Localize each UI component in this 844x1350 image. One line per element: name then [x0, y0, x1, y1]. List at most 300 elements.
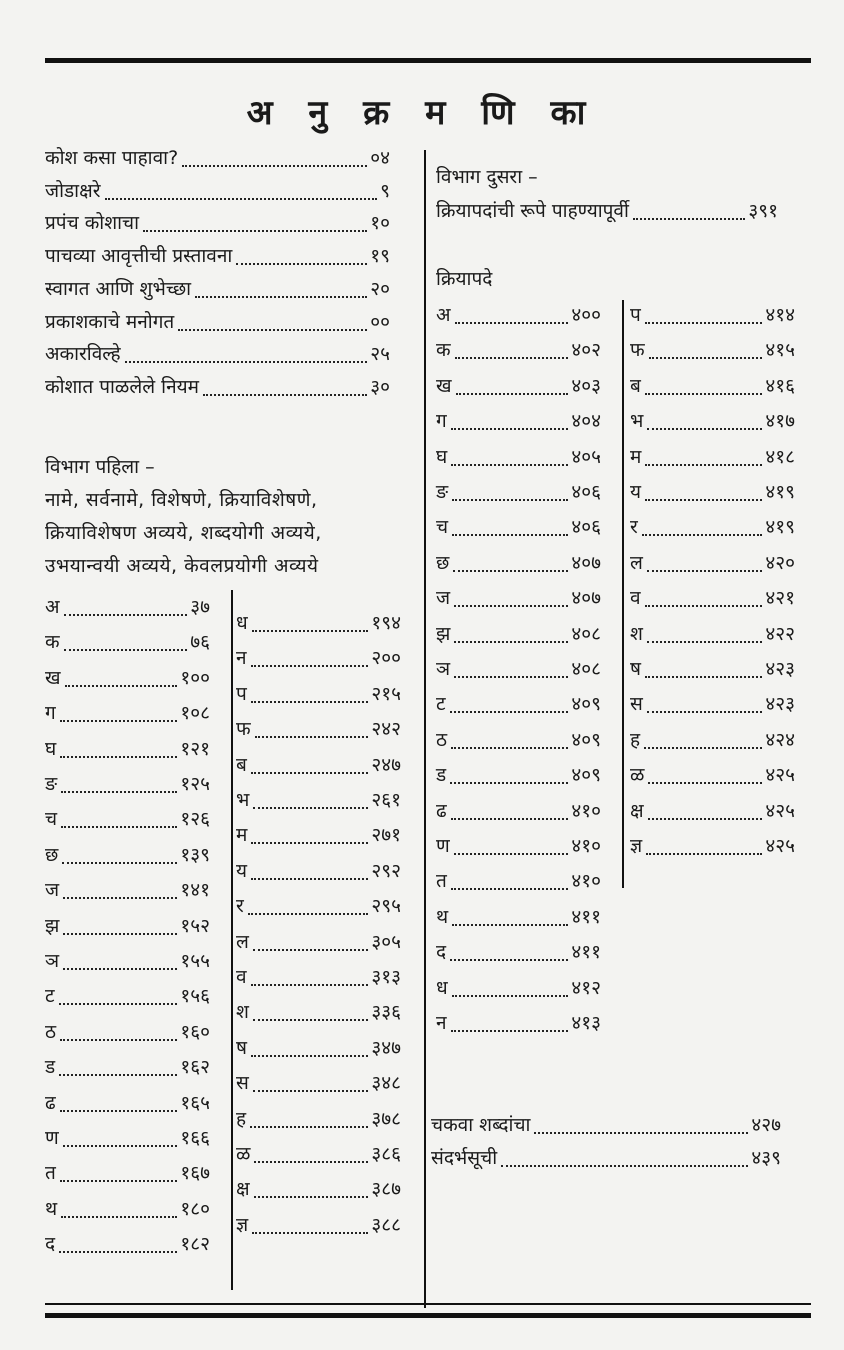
- letter-entry: [436, 902, 601, 932]
- dot-leader: [236, 263, 367, 265]
- letter-entry-page: ४२२: [765, 622, 795, 645]
- letter-entry: [630, 548, 795, 578]
- letter-entry: [630, 831, 795, 861]
- letter-entry: [45, 1158, 210, 1188]
- letter-entry-label: थ: [45, 1197, 58, 1220]
- letter-entry-label: ण: [45, 1127, 59, 1149]
- letter-entry-label: ञ: [45, 950, 60, 972]
- end-entry-label: संदर्भसूची: [431, 1147, 498, 1169]
- dot-leader: [452, 924, 568, 926]
- main-column-divider: [424, 150, 426, 1308]
- dot-leader: [59, 1074, 177, 1076]
- dot-leader: [62, 862, 177, 864]
- dot-leader: [248, 913, 369, 915]
- letter-entry: [236, 1174, 401, 1204]
- letter-entry: [45, 1229, 210, 1259]
- letter-entry-page: ४१०: [571, 835, 601, 857]
- letter-entry: [45, 1017, 210, 1047]
- letter-entry-label: ल: [236, 930, 249, 953]
- top-rule: [45, 58, 811, 63]
- letter-entry-page: ३४७: [371, 1036, 401, 1059]
- letter-entry-page: ४०८: [571, 658, 601, 680]
- dot-leader: [452, 499, 568, 501]
- dot-leader: [195, 296, 367, 298]
- letter-entry: [436, 937, 601, 967]
- front-entry: [45, 307, 390, 337]
- letter-entry-label: भ: [236, 789, 250, 811]
- front-entry-label: प्रकाशकाचे मनोगत: [45, 310, 175, 333]
- letter-entry-page: १८०: [180, 1197, 210, 1220]
- letter-entry-label: प: [236, 682, 247, 705]
- letter-entry-page: १२६: [180, 808, 210, 831]
- dot-leader: [251, 1055, 368, 1057]
- letter-entry: [436, 300, 601, 330]
- front-entry: [45, 176, 390, 206]
- dot-leader: [125, 361, 368, 363]
- letter-entry: [630, 760, 795, 790]
- end-entry-page: ४२७: [751, 1114, 781, 1136]
- section1-column-divider: [231, 590, 233, 1290]
- section2-heading: विभाग दुसरा –: [436, 166, 538, 188]
- dot-leader: [60, 756, 177, 758]
- dot-leader: [253, 1019, 368, 1021]
- dot-leader: [647, 641, 762, 643]
- letter-entry-label: ज: [436, 587, 451, 610]
- letter-entry-page: ४०६: [571, 516, 601, 539]
- dot-leader: [60, 1180, 178, 1182]
- letter-entry-page: ४२४: [765, 728, 795, 751]
- letter-entry-label: ज्ञ: [630, 835, 643, 857]
- letter-entry-page: ३०५: [371, 930, 401, 953]
- letter-entry: [630, 512, 795, 542]
- dot-leader: [450, 959, 568, 961]
- letter-entry: [45, 875, 210, 905]
- letter-entry-label: त: [436, 870, 447, 893]
- letter-entry-page: १६२: [180, 1056, 210, 1079]
- dot-leader: [451, 1030, 569, 1032]
- letter-entry: [45, 1052, 210, 1082]
- dot-leader: [647, 570, 762, 572]
- front-entry-label: क्रियापदांची रूपे पाहण्यापूर्वी: [436, 200, 629, 222]
- letter-entry-page: ४१५: [765, 339, 795, 362]
- letter-entry-page: २१५: [371, 682, 401, 705]
- end-entry-page: ४३९: [751, 1147, 781, 1169]
- letter-entry: [436, 654, 601, 684]
- dot-leader: [501, 1165, 748, 1167]
- letter-entry: [45, 840, 210, 870]
- dot-leader: [59, 1251, 177, 1253]
- letter-entry-label: क्ष: [630, 799, 644, 822]
- letter-entry: [236, 820, 401, 850]
- letter-entry-label: श: [630, 622, 643, 645]
- dot-leader: [60, 1039, 177, 1041]
- letter-entry-page: ४०७: [571, 587, 601, 610]
- letter-entry: [236, 1033, 401, 1063]
- letter-entry: [436, 477, 601, 507]
- bottom-rule-thin: [45, 1303, 811, 1305]
- dot-leader: [648, 782, 762, 784]
- letter-entry-page: ४१९: [765, 481, 795, 503]
- dot-leader: [60, 1110, 178, 1112]
- letter-entry-page: १६६: [180, 1127, 210, 1149]
- end-entry: [431, 1143, 781, 1173]
- dot-leader: [61, 791, 177, 793]
- letter-entry-page: २९५: [371, 895, 401, 918]
- letter-entry-page: ४२५: [765, 764, 795, 787]
- dot-leader: [60, 720, 178, 722]
- letter-entry: [630, 725, 795, 755]
- letter-entry-label: ङ: [45, 773, 58, 795]
- letter-entry-label: व: [630, 587, 641, 610]
- letter-entry-label: द: [45, 1233, 56, 1256]
- letter-entry: [436, 866, 601, 896]
- letter-entry-label: ळ: [630, 764, 645, 787]
- letter-entry: [45, 1088, 210, 1118]
- dot-leader: [644, 747, 762, 749]
- letter-entry-page: ४१०: [571, 799, 601, 822]
- letter-entry-page: २००: [371, 647, 401, 670]
- letter-entry-label: श: [236, 1001, 249, 1024]
- letter-entry-page: २४७: [371, 753, 401, 776]
- section2-column-divider: [622, 300, 624, 888]
- dot-leader: [646, 853, 762, 855]
- letter-entry-label: ट: [436, 693, 446, 716]
- letter-entry: [436, 512, 601, 542]
- letter-entry-label: ष: [236, 1036, 247, 1059]
- letter-entry-label: ह: [630, 728, 641, 751]
- letter-entry: [236, 856, 401, 886]
- letter-entry: [236, 891, 401, 921]
- letter-entry-label: त: [45, 1162, 56, 1185]
- letter-entry-label: झ: [45, 914, 60, 937]
- front-entry-label: स्वागत आणि शुभेच्छा: [45, 277, 192, 300]
- letter-entry-label: ड: [436, 764, 447, 787]
- dot-leader: [251, 984, 369, 986]
- letter-entry-page: १६०: [180, 1020, 210, 1043]
- dot-leader: [253, 807, 368, 809]
- letter-entry-page: ४२०: [765, 551, 795, 574]
- letter-entry-label: फ: [236, 718, 251, 741]
- dot-leader: [645, 676, 762, 678]
- dot-leader: [452, 995, 569, 997]
- letter-entry: [630, 335, 795, 365]
- letter-entry-page: २९२: [371, 859, 401, 882]
- letter-entry-page: ४०९: [571, 728, 601, 751]
- dot-leader: [455, 322, 569, 324]
- letter-entry-page: ४०३: [571, 374, 601, 397]
- letter-entry-page: ३७: [190, 596, 210, 618]
- letter-entry: [436, 760, 601, 790]
- dot-leader: [143, 230, 367, 232]
- letter-entry-page: १९४: [371, 612, 401, 634]
- letter-entry: [45, 627, 210, 657]
- letter-entry-page: ४१४: [765, 304, 795, 326]
- dot-leader: [255, 736, 369, 738]
- letter-entry-page: ४१६: [765, 374, 795, 397]
- letter-entry-label: स: [236, 1072, 249, 1095]
- letter-entry-page: ४०४: [571, 410, 601, 433]
- letter-entry: [236, 1068, 401, 1098]
- letter-entry: [236, 714, 401, 744]
- letter-entry-label: ज: [45, 879, 60, 902]
- dot-leader: [645, 464, 762, 466]
- letter-entry: [436, 583, 601, 613]
- letter-entry: [236, 785, 401, 815]
- dot-leader: [251, 701, 369, 703]
- front-entry-page: २०: [370, 277, 390, 300]
- letter-entry-label: फ: [630, 339, 645, 362]
- dot-leader: [203, 394, 367, 396]
- letter-entry-label: ठ: [436, 728, 448, 751]
- front-entry: [45, 143, 390, 173]
- letter-entry-page: १५२: [180, 914, 210, 937]
- dot-leader: [455, 357, 569, 359]
- front-entry-page: ९: [380, 179, 390, 202]
- letter-entry-page: ४१३: [571, 1012, 601, 1034]
- letter-entry: [436, 406, 601, 436]
- letter-entry: [436, 973, 601, 1003]
- dot-leader: [642, 534, 763, 536]
- dot-leader: [63, 1145, 178, 1147]
- dot-leader: [64, 614, 188, 616]
- dot-leader: [645, 322, 763, 324]
- letter-entry: [436, 796, 601, 826]
- dot-leader: [451, 428, 569, 430]
- letter-entry-label: ष: [630, 658, 641, 680]
- dot-leader: [450, 711, 569, 713]
- letter-entry: [436, 725, 601, 755]
- front-entry-label: अकारविल्हे: [45, 343, 121, 366]
- letter-entry-label: च: [436, 516, 449, 539]
- dot-leader: [454, 605, 568, 607]
- letter-entry-page: २६१: [371, 789, 401, 811]
- letter-entry-page: ३८८: [371, 1213, 401, 1236]
- letter-entry-page: ४२५: [765, 835, 795, 857]
- letter-entry-label: ख: [45, 666, 61, 689]
- letter-entry: [45, 1194, 210, 1224]
- letter-entry: [236, 962, 401, 992]
- letter-entry-page: ४०७: [571, 551, 601, 574]
- letter-entry: [236, 927, 401, 957]
- letter-entry-label: ध: [236, 612, 248, 634]
- front-entry-label: कोशात पाळलेले नियम: [45, 375, 200, 398]
- front-entry: [45, 274, 390, 304]
- dot-leader: [252, 630, 369, 632]
- letter-entry: [45, 734, 210, 764]
- letter-entry-label: ब: [630, 374, 641, 397]
- letter-entry: [630, 654, 795, 684]
- dot-leader: [454, 641, 568, 643]
- letter-entry-label: ग: [45, 702, 56, 725]
- dot-leader: [647, 428, 762, 430]
- letter-entry-label: अ: [436, 304, 451, 326]
- letter-entry-label: छ: [45, 843, 59, 866]
- front-entry: [45, 339, 390, 369]
- letter-entry-page: १००: [180, 666, 210, 689]
- letter-entry: [45, 592, 210, 622]
- dot-leader: [254, 1196, 369, 1198]
- front-entry-label: प्रपंच कोशाचा: [45, 212, 140, 235]
- letter-entry-page: ४११: [571, 905, 601, 928]
- letter-entry-page: ३८६: [371, 1143, 401, 1165]
- letter-entry-page: १३९: [180, 843, 210, 866]
- section1-description-line: नामे, सर्वनामे, विशेषणे, क्रियाविशेषणे,: [45, 489, 318, 511]
- dot-leader: [454, 853, 569, 855]
- letter-entry-label: द: [436, 941, 447, 964]
- letter-entry: [436, 442, 601, 472]
- letter-entry: [436, 831, 601, 861]
- letter-entry-label: ल: [630, 551, 643, 574]
- dot-leader: [64, 649, 188, 651]
- front-entry-page: ००: [370, 310, 390, 333]
- letter-entry-page: ४११: [571, 941, 601, 964]
- letter-entry-page: ३८७: [371, 1178, 401, 1201]
- dot-leader: [450, 782, 568, 784]
- letter-entry: [45, 981, 210, 1011]
- letter-entry-label: ण: [436, 835, 450, 857]
- dot-leader: [645, 605, 763, 607]
- letter-entry-page: ४२१: [765, 587, 795, 610]
- letter-entry-label: ह: [236, 1107, 247, 1130]
- letter-entry-label: व: [236, 966, 247, 988]
- letter-entry-label: म: [630, 445, 642, 468]
- letter-entry-label: ब: [236, 753, 247, 776]
- dot-leader: [251, 842, 368, 844]
- letter-entry: [236, 997, 401, 1027]
- dot-leader: [456, 393, 569, 395]
- dot-leader: [251, 665, 369, 667]
- letter-entry: [236, 643, 401, 673]
- dot-leader: [253, 949, 368, 951]
- dot-leader: [647, 711, 763, 713]
- dot-leader: [645, 499, 762, 501]
- letter-entry: [45, 1123, 210, 1153]
- dot-leader: [452, 534, 568, 536]
- letter-entry-page: ४०६: [571, 481, 601, 503]
- letter-entry: [436, 1008, 601, 1038]
- dot-leader: [61, 1216, 177, 1218]
- letter-entry-page: १४१: [180, 879, 210, 902]
- letter-entry-page: १०८: [180, 702, 210, 725]
- letter-entry-label: ख: [436, 374, 452, 397]
- letter-entry-page: ४२५: [765, 799, 795, 822]
- letter-entry: [630, 796, 795, 826]
- dot-leader: [63, 968, 177, 970]
- dot-leader: [454, 676, 568, 678]
- section1-description-line: उभयान्वयी अव्यये, केवलप्रयोगी अव्यये: [45, 555, 319, 577]
- letter-entry: [45, 946, 210, 976]
- letter-entry-label: झ: [436, 622, 451, 645]
- letter-entry: [45, 663, 210, 693]
- front-entry-label: पाचव्या आवृत्तीची प्रस्तावना: [45, 245, 233, 268]
- letter-entry-label: न: [436, 1012, 447, 1034]
- letter-entry-page: १५६: [180, 985, 210, 1008]
- front-entry-label: कोश कसा पाहावा?: [45, 147, 179, 169]
- letter-entry-page: ४१९: [765, 516, 795, 539]
- letter-entry-page: ४०५: [571, 445, 601, 468]
- letter-entry-page: ४२३: [765, 658, 795, 680]
- letter-entry-label: अ: [45, 596, 60, 618]
- letter-entry-label: प: [630, 304, 641, 326]
- front-entry: [45, 241, 390, 271]
- front-entry: [45, 208, 390, 238]
- letter-entry-label: य: [236, 859, 248, 882]
- letter-entry-page: ४१०: [571, 870, 601, 893]
- front-entry-page: ३९१: [748, 200, 778, 222]
- dot-leader: [453, 570, 568, 572]
- letter-entry-page: २४२: [371, 718, 401, 741]
- letter-entry-page: १२१: [180, 737, 210, 760]
- letter-entry-page: ४०९: [571, 764, 601, 787]
- letter-entry-label: ट: [45, 985, 55, 1008]
- dot-leader: [253, 1090, 369, 1092]
- section1-description-line: क्रियाविशेषण अव्यये, शब्दयोगी अव्यये,: [45, 522, 322, 544]
- dot-leader: [59, 1003, 178, 1005]
- dot-leader: [451, 747, 568, 749]
- dot-leader: [65, 685, 178, 687]
- letter-entry-label: थ: [436, 905, 449, 928]
- dot-leader: [105, 198, 378, 200]
- letter-entry: [630, 406, 795, 436]
- letter-entry-label: ढ: [436, 799, 447, 822]
- dot-leader: [182, 165, 367, 167]
- letter-entry-label: ध: [436, 976, 448, 999]
- letter-entry-label: म: [236, 824, 248, 847]
- letter-entry: [236, 750, 401, 780]
- letter-entry-label: घ: [45, 737, 57, 760]
- dot-leader: [633, 218, 745, 220]
- letter-entry-page: ३३६: [371, 1001, 401, 1024]
- front-entry-page: ०४: [370, 147, 390, 169]
- letter-entry-page: ४०८: [571, 622, 601, 645]
- dot-leader: [451, 464, 568, 466]
- letter-entry-label: ङ: [436, 481, 449, 503]
- letter-entry: [236, 1104, 401, 1134]
- letter-entry-label: भ: [630, 410, 644, 433]
- letter-entry: [630, 689, 795, 719]
- section1-heading: विभाग पहिला –: [45, 456, 155, 478]
- letter-entry: [630, 300, 795, 330]
- letter-entry: [436, 689, 601, 719]
- letter-entry: [45, 804, 210, 834]
- letter-entry: [45, 698, 210, 728]
- dot-leader: [645, 393, 763, 395]
- letter-entry: [436, 371, 601, 401]
- letter-entry-page: ७६: [190, 631, 210, 654]
- letter-entry-page: ४१७: [765, 410, 795, 433]
- letter-entry-label: ग: [436, 410, 447, 433]
- dot-leader: [648, 818, 763, 820]
- letter-entry-page: १५५: [180, 950, 210, 972]
- letter-entry-page: १६५: [180, 1091, 210, 1114]
- letter-entry: [45, 911, 210, 941]
- end-entry: [431, 1110, 781, 1140]
- letter-entry: [630, 619, 795, 649]
- letter-entry-page: ३४८: [371, 1072, 401, 1095]
- letter-entry: [630, 477, 795, 507]
- letter-entry-label: च: [45, 808, 58, 831]
- front-entry-label: जोडाक्षरे: [45, 179, 101, 202]
- letter-entry-label: स: [630, 693, 643, 716]
- letter-entry-label: घ: [436, 445, 448, 468]
- dot-leader: [63, 897, 177, 899]
- front-entry-page: २५: [370, 343, 390, 366]
- letter-entry: [45, 769, 210, 799]
- dot-leader: [534, 1132, 748, 1134]
- front-entry-page: ३०: [370, 375, 390, 398]
- letter-entry: [236, 679, 401, 709]
- letter-entry: [436, 548, 601, 578]
